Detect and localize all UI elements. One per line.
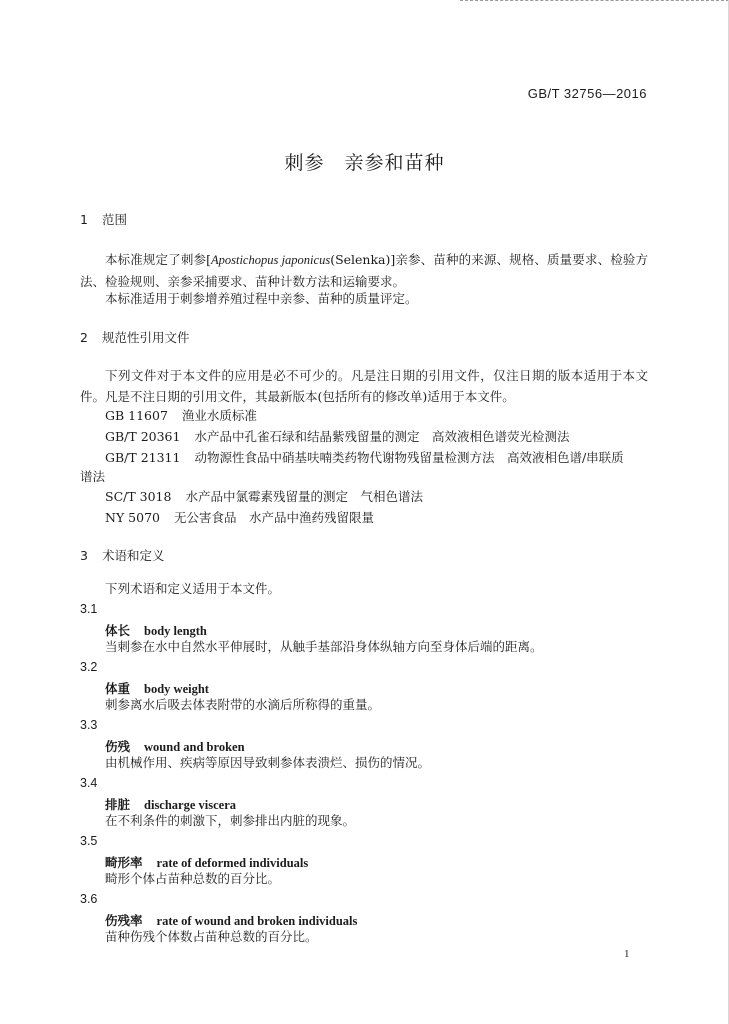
section-title: 范围: [102, 212, 128, 227]
term-chinese: 体重: [105, 681, 131, 696]
reference-code: SC/T 3018: [105, 489, 172, 504]
term-english: rate of deformed individuals: [156, 856, 309, 870]
reference-title: 水产品中孔雀石绿和结晶紫残留量的测定 高效液相色谱荧光检测法: [194, 429, 570, 444]
reference-code: GB/T 20361: [105, 429, 181, 444]
section-2-paragraph-1: 下列文件对于本文件的应用是必不可少的。凡是注日期的引用文件，仅注日期的版本适用于本文件。凡是不注日期的引用文件，其最新版本(包括所有的修改单)适用于本文件。: [80, 368, 648, 404]
section-3-heading: [80, 546, 165, 564]
section-number: 1: [80, 212, 88, 227]
reference-code: GB 11607: [105, 408, 168, 423]
species-latin-name: Apostichopus japonicus: [210, 253, 331, 267]
reference-code: GB/T 21311: [105, 450, 181, 465]
reference-title: 动物源性食品中硝基呋喃类药物代谢物残留量检测方法 高效液相色谱/串联质: [194, 450, 624, 465]
term-number: 3.3: [80, 718, 98, 732]
section-title: 术语和定义: [102, 548, 165, 563]
term-number: 3.4: [80, 776, 98, 790]
document-title: 刺参 亲参和苗种: [284, 152, 445, 174]
reference-title-continuation: 谱法: [80, 469, 106, 484]
term-english: rate of wound and broken individuals: [156, 914, 358, 928]
reference-item: [105, 487, 423, 505]
term-number: 3.5: [80, 834, 98, 848]
section-2-heading: [80, 328, 190, 346]
term-definition: 刺参离水后吸去体表附带的水滴后所称得的重量。: [105, 697, 381, 712]
term-chinese: 排脏: [105, 797, 131, 812]
term-english: discharge viscera: [144, 798, 237, 812]
term-heading: [105, 678, 209, 697]
term-heading: [105, 736, 245, 755]
section-1-heading: [80, 210, 127, 228]
section-1-paragraph-1: [80, 249, 648, 292]
term-number: 3.1: [80, 602, 98, 616]
reference-item: [105, 448, 624, 466]
term-heading: [105, 620, 207, 639]
term-chinese: 伤残率: [105, 913, 143, 928]
term-definition: 由机械作用、疾病等原因导致刺参体表溃烂、损伤的情况。: [105, 755, 431, 770]
term-definition: 在不利条件的刺激下，刺参排出内脏的现象。: [105, 813, 356, 828]
text-run: (Selenka)]亲参、苗种的来源、规格、质量要求、检验方法、检验规则、亲参采捕要求、苗种计数方法和运输要求。: [80, 252, 648, 289]
reference-title: 无公害食品 水产品中渔药残留限量: [173, 510, 374, 525]
term-heading: [105, 794, 236, 813]
term-chinese: 伤残: [105, 739, 131, 754]
text-run: 本标准规定了刺参[: [105, 252, 211, 267]
term-english: wound and broken: [144, 740, 245, 754]
section-1-paragraph-2: 本标准适用于刺参增养殖过程中亲参、苗种的质量评定。: [105, 291, 418, 306]
term-number: 3.2: [80, 660, 98, 674]
reference-item: [105, 508, 374, 526]
section-title: 规范性引用文件: [102, 330, 190, 345]
reference-code: NY 5070: [105, 510, 160, 525]
standard-number: GB/T 32756—2016: [527, 86, 647, 101]
term-definition: 当刺参在水中自然水平伸展时，从触手基部沿身体纵轴方向至身体后端的距离。: [105, 639, 543, 654]
term-english: body weight: [144, 682, 209, 696]
reference-title: 渔业水质标准: [181, 408, 257, 423]
page-number: 1: [624, 948, 630, 960]
term-chinese: 畸形率: [105, 855, 143, 870]
term-heading: [105, 910, 357, 929]
reference-item: [105, 406, 257, 424]
term-number: 3.6: [80, 892, 98, 906]
term-definition: 畸形个体占苗种总数的百分比。: [105, 871, 281, 886]
term-english: body length: [144, 624, 207, 638]
term-definition: 苗种伤残个体数占苗种总数的百分比。: [105, 929, 318, 944]
reference-title: 水产品中氯霉素残留量的测定 气相色谱法: [185, 489, 423, 504]
reference-item: [105, 427, 569, 445]
section-number: 3: [80, 548, 88, 563]
section-3-intro: 下列术语和定义适用于本文件。: [105, 581, 281, 596]
scan-edge-mark: [460, 0, 729, 4]
section-number: 2: [80, 330, 88, 345]
term-heading: [105, 852, 308, 871]
term-chinese: 体长: [105, 623, 131, 638]
